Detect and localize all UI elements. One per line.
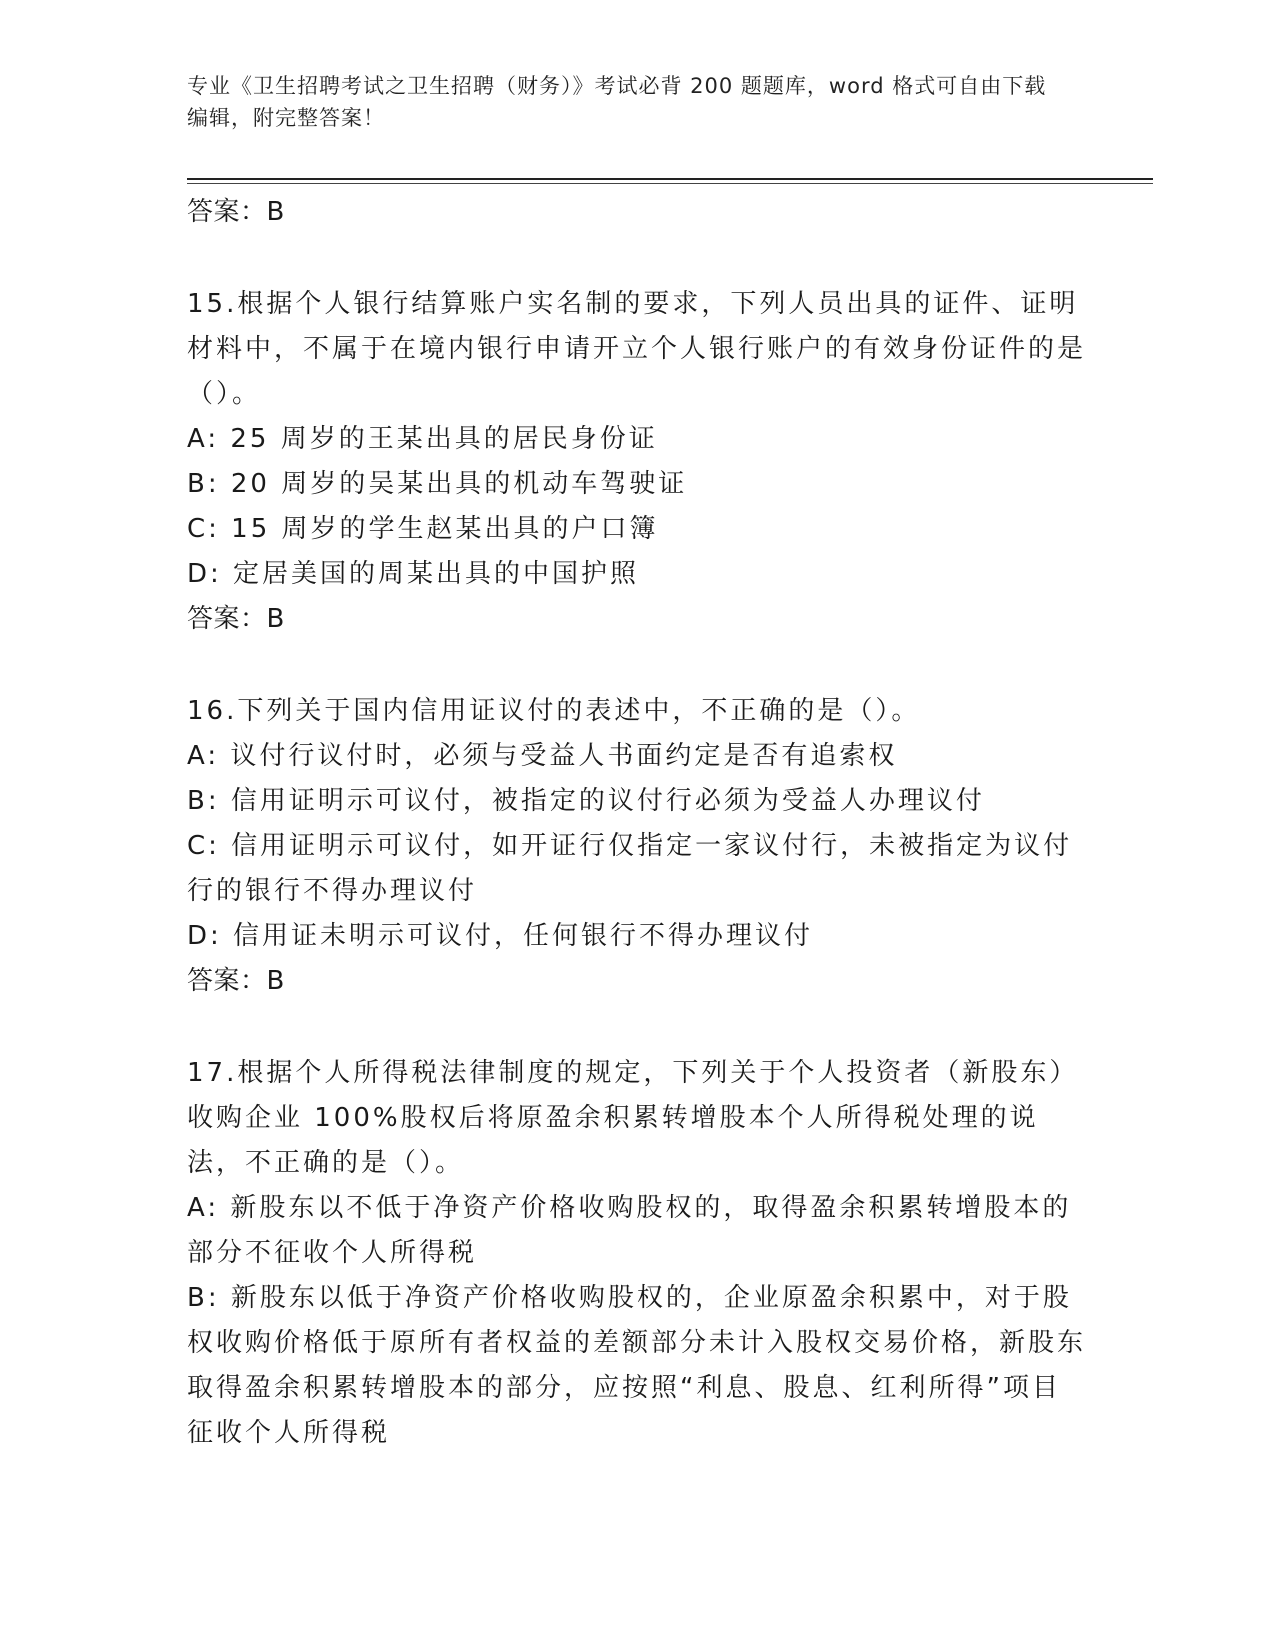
spacer — [187, 1003, 1087, 1051]
question-answer: 答案：B — [187, 604, 285, 634]
option-c: C: 15 周岁的学生赵某出具的户口簿 — [187, 514, 659, 544]
option-d: D: 信用证未明示可议付，任何银行不得办理议付 — [187, 921, 814, 951]
previous-answer: 答案：B — [187, 197, 285, 227]
option-a: A: 25 周岁的王某出具的居民身份证 — [187, 424, 658, 454]
option-b: B: 20 周岁的吴某出具的机动车驾驶证 — [187, 469, 688, 499]
option-b: B: 信用证明示可议付，被指定的议付行必须为受益人办理议付 — [187, 786, 985, 816]
header-divider-thick — [187, 178, 1153, 180]
page-header — [187, 70, 1067, 134]
question-stem: 17.根据个人所得税法律制度的规定，下列关于个人投资者（新股东）收购企业 100%股权后将原盈余积累转增股本个人所得税处理的说法，不正确的是（）。 — [187, 1058, 1079, 1178]
question-16 — [187, 689, 1087, 1003]
option-a: A: 新股东以不低于净资产价格收购股权的，取得盈余积累转增股本的部分不征收个人所得税 — [187, 1193, 1072, 1268]
option-b: B: 新股东以低于净资产价格收购股权的，企业原盈余积累中，对于股权收购价格低于原所有者权益的差额部分未计入股权交易价格，新股东取得盈余积累转增股本的部分，应按照“利息、股息、红利所得”项目征收个人所得税 — [187, 1283, 1087, 1448]
header-divider-thin — [187, 183, 1153, 184]
question-15 — [187, 282, 1087, 641]
option-a: A: 议付行议付时，必须与受益人书面约定是否有追索权 — [187, 741, 898, 771]
question-stem: 16.下列关于国内信用证议付的表述中，不正确的是（）。 — [187, 696, 921, 726]
header-title: 专业《卫生招聘考试之卫生招聘（财务）》考试必背 200 题题库，word 格式可自由下载编辑，附完整答案！ — [187, 74, 1047, 130]
document-body — [187, 190, 1087, 1456]
question-stem: 15.根据个人银行结算账户实名制的要求，下列人员出具的证件、证明材料中，不属于在境内银行申请开立个人银行账户的有效身份证件的是（）。 — [187, 289, 1087, 409]
option-d: D: 定居美国的周某出具的中国护照 — [187, 559, 640, 589]
spacer — [187, 641, 1087, 689]
option-c: C: 信用证明示可议付，如开证行仅指定一家议付行，未被指定为议付行的银行不得办理议付 — [187, 831, 1073, 906]
question-answer: 答案：B — [187, 966, 285, 996]
spacer — [187, 234, 1087, 282]
question-17 — [187, 1051, 1087, 1456]
